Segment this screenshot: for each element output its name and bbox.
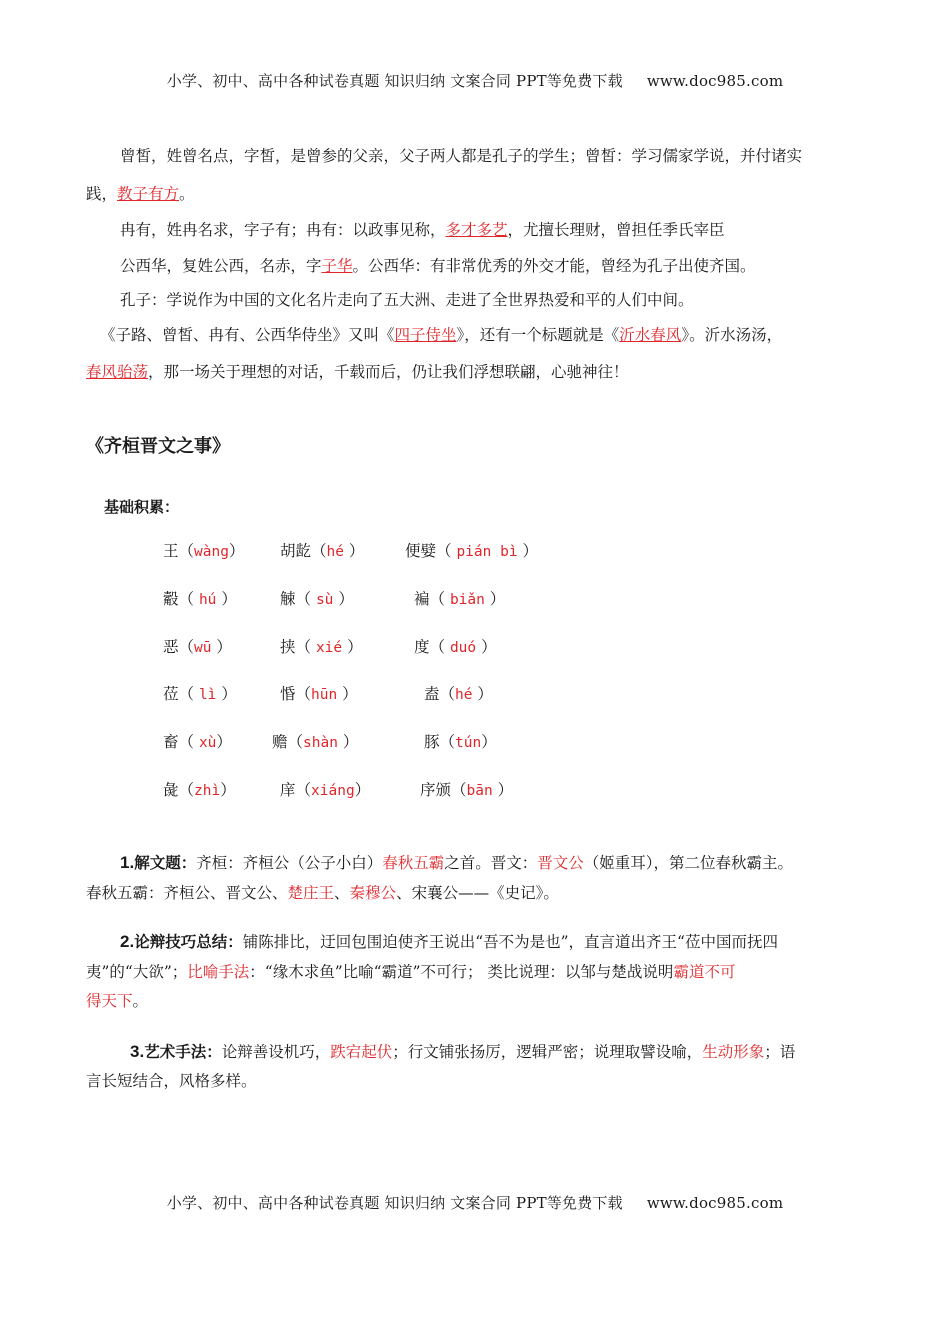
footer-text: 小学、初中、高中各种试卷真题 知识归纳 文案合同 PPT等免费下载 [166, 1194, 623, 1212]
pinyin-item: 胡龁（hé ） [280, 542, 365, 560]
header-site: www.doc985.com [646, 72, 784, 90]
header-text: 小学、初中、高中各种试卷真题 知识归纳 文案合同 PPT等免费下载 [166, 72, 623, 90]
item-2-line1: 2.论辩技巧总结：铺陈排比，迂回包围迫使齐王说出“吾不为是也”，直言道出齐王“莅中国而抚四 [120, 932, 778, 951]
pinyin-item: 惛（hūn ） [280, 685, 358, 703]
pinyin-item: 盍（hé ） [424, 685, 493, 703]
pinyin-item: 畜（ xù） [163, 733, 232, 751]
pinyin-item: 恶（wū ） [163, 638, 232, 656]
page-footer [0, 1192, 950, 1213]
footer-site: www.doc985.com [646, 1194, 784, 1212]
paragraph-title-line2: 春风骀荡，那一场关于理想的对话，千载而后，仍让我们浮想联翩，心驰神往！ [86, 363, 629, 381]
item-3-line1: 3.艺术手法：论辩善设机巧，跌宕起伏；行文铺张扬厉，逻辑严密；说理取譬设喻，生动形象；语 [130, 1042, 796, 1061]
pinyin-item: 便嬖（ pián bì ） [405, 542, 538, 560]
highlight-term: 教子有方 [117, 185, 180, 203]
pinyin-item: 序颁（bān ） [420, 781, 514, 799]
paragraph-kongzi: 孔子：学说作为中国的文化名片走向了五大洲、走进了全世界热爱和平的人们中间。 [120, 291, 694, 309]
pinyin-item: 褊（ biǎn ） [414, 590, 506, 608]
paragraph-zengxi-line1: 曾皙，姓曾名点，字皙，是曾参的父亲，父子两人都是孔子的学生；曾皙：学习儒家学说，并付诸实 [120, 147, 803, 165]
pinyin-item: 赡（shàn ） [272, 733, 359, 751]
highlight-term: 多才多艺 [445, 221, 508, 239]
item-1-line1: 1.解文题：齐桓：齐桓公（公子小白）春秋五霸之首。晋文：晋文公（姬重耳），第二位春秋霸主。 [120, 853, 794, 872]
pinyin-item: 挟（ xié ） [280, 638, 363, 656]
highlight-term: 四子侍坐 [394, 326, 457, 344]
pinyin-item: 彘（zhì） [163, 781, 236, 799]
pinyin-item: 豚（tún） [424, 733, 497, 751]
item-2-line3: 得天下。 [86, 992, 149, 1010]
highlight-term: 子华 [321, 257, 353, 275]
pinyin-item: 度（ duó ） [414, 638, 497, 656]
pinyin-item: 觳（ hú ） [163, 590, 237, 608]
item-3-line2: 言长短结合，风格多样。 [86, 1072, 257, 1090]
paragraph-gongxihua: 公西华，复姓公西，名赤，字子华。公西华：有非常优秀的外交才能，曾经为孔子出使齐国。 [120, 257, 756, 275]
pinyin-item: 庠（xiáng） [280, 781, 371, 799]
paragraph-zengxi-line2: 践，教子有方。 [86, 185, 195, 203]
page-header [0, 70, 950, 91]
section-title: 《齐桓晋文之事》 [86, 436, 230, 457]
pinyin-item: 莅（ lì ） [163, 685, 237, 703]
pinyin-item: 王（wàng） [163, 542, 245, 560]
highlight-term: 沂水春风 [619, 326, 682, 344]
subsection-title: 基础积累： [104, 498, 180, 516]
pinyin-item: 觫（ sù ） [280, 590, 354, 608]
item-1-line2: 春秋五霸：齐桓公、晋文公、楚庄王、秦穆公、宋襄公——《史记》。 [86, 884, 559, 902]
item-2-line2: 夷”的“大欲”；比喻手法：“缘木求鱼”比喻“霸道”不可行； 类比说理：以邹与楚战说明霸道不可 [86, 963, 736, 981]
paragraph-title-line1: 《子路、曾皙、冉有、公西华侍坐》又叫《四子侍坐》，还有一个标题就是《沂水春风》。沂水汤汤， [100, 326, 783, 344]
highlight-term: 春风骀荡 [86, 363, 149, 381]
paragraph-ranyou: 冉有，姓冉名求，字子有；冉有：以政事见称，多才多艺，尤擅长理财，曾担任季氏宰臣 [120, 221, 725, 239]
